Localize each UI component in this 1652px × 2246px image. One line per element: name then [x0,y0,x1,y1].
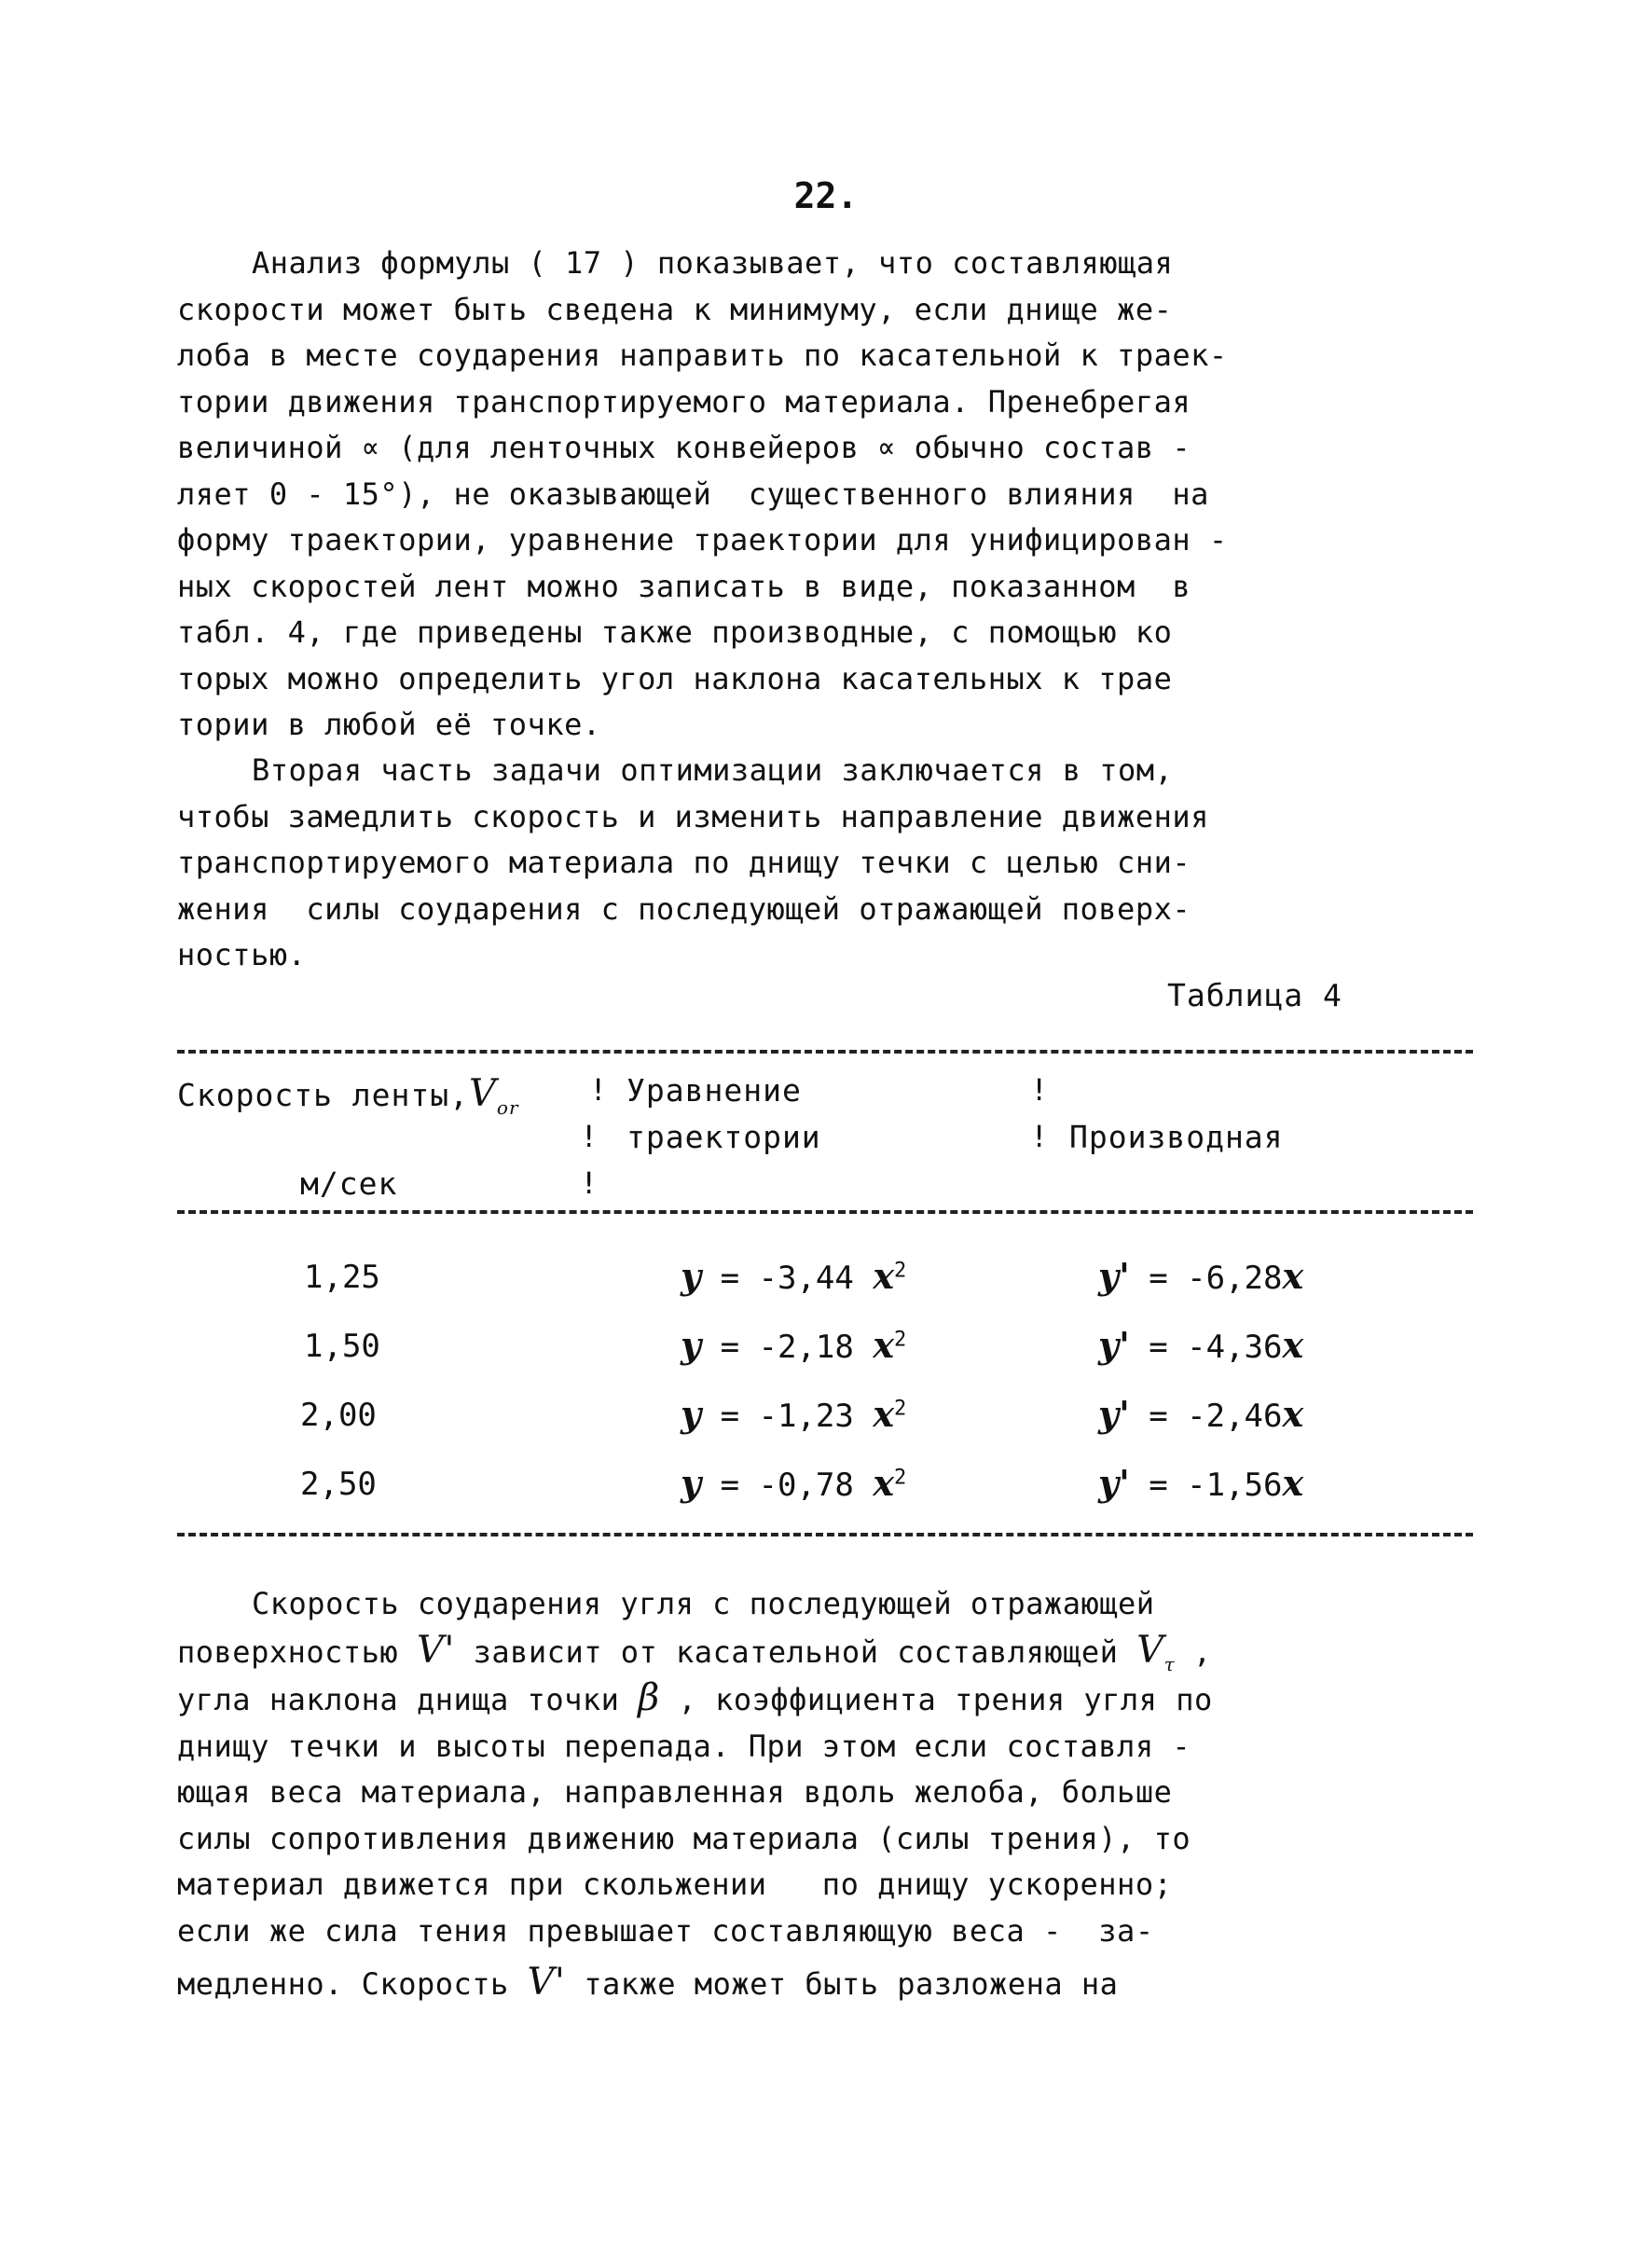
text-line: силы сопротивления движению материала (силы трения), то [177,1820,1191,1856]
header-separator: ! [1030,1072,1049,1108]
angle-symbol: β [638,1676,660,1719]
paragraph-3 [177,1581,1482,2008]
text-line: форму траектории, уравнение траектории для унифицирован - [177,522,1228,558]
derivative-cell: y' = -6,28x [1098,1255,1304,1297]
header-equation-l1: Уравнение [626,1072,802,1109]
text-line: транспортируемого материала по днищу течки с целью сни- [177,845,1191,880]
text-line: жения силы соударения с последующей отражающей поверх- [177,890,1191,927]
velocity-symbol: V' [416,1628,455,1672]
text-line: величиной ∝ (для ленточных конвейеров ∝ обычно состав - [177,430,1191,465]
speed-cell: 1,25 [304,1259,380,1296]
text-line: ющая веса материала, направленная вдоль желоба, больше [177,1774,1173,1810]
text-line: ностью. [177,937,307,972]
speed-cell: 2,50 [300,1466,377,1503]
header-separator: ! [580,1119,599,1154]
speed-cell: 2,00 [300,1397,377,1434]
header-separator: ! [580,1165,599,1201]
text-line: угла наклона днища точки β , коэффициента трения угля по [177,1676,1213,1719]
text-line: Скорость соударения угля с последующей отражающей [252,1586,1155,1621]
header-separator: ! [589,1072,608,1108]
text-line: материал движется при скольжении по днищу ускоренно; [177,1867,1173,1902]
header-derivative: Производная [1069,1119,1284,1155]
text-line: лоба в месте соударения направить по касательной к траек- [177,338,1228,373]
equation-cell: y = -2,18 $x^2$ [681,1324,907,1366]
paragraph-1 [177,241,1482,749]
equation-cell: y = -1,23 $x^2$ [681,1393,907,1435]
velocity-symbol: $V_{or}$ [469,1072,519,1119]
text-line: тории движения транспортируемого материала. Пренебрегая [177,383,1191,420]
text-line: днищу течки и высоты перепада. При этом если составля - [177,1728,1191,1764]
table-top-rule [177,1050,1473,1054]
text-line: чтобы замедлить скорость и изменить направление движения [177,798,1209,834]
text-line: медленно. Скорость V' также может быть разложена на [177,1961,1119,2004]
page-number: 22. [793,175,859,216]
text-line: Анализ формулы ( 17 ) показывает, что составляющая [252,245,1174,281]
header-equation-l2: траектории [626,1119,821,1155]
text-line: скорости может быть сведена к минимуму, если днище же- [177,291,1173,327]
header-separator: ! [1030,1119,1049,1154]
velocity-symbol: $V_\tau$ [1136,1628,1176,1675]
derivative-cell: y' = -1,56x [1098,1462,1304,1504]
header-speed: Скорость $ленты,V_{or}$ [177,1072,519,1119]
text-line: ных скоростей лент можно записать в виде, показанном в [177,568,1191,604]
text-line: торых можно определить угол наклона касательных к трае [177,660,1173,696]
text-line: табл. 4, где приведены также производные, с помощью ко [177,614,1173,650]
header-speed-unit: м/сек [300,1165,398,1202]
table-bottom-rule [177,1533,1473,1536]
paragraph-2 [177,748,1482,979]
text-line: Вторая часть задачи оптимизации заключается в том, [252,752,1174,788]
velocity-symbol: V' [527,1961,566,2004]
speed-cell: 1,50 [304,1328,380,1365]
derivative-cell: y' = -4,36x [1098,1324,1304,1366]
text-line: поверхностью V' зависит от касательной составляющей $V_\tau$ , [177,1628,1212,1675]
equation-cell: y = -3,44 $x^2$ [681,1255,907,1297]
equation-cell: y = -0,78 $x^2$ [681,1462,907,1504]
derivative-cell: y' = -2,46x [1098,1393,1304,1435]
text-line: если же сила тения превышает составляющую веса - за- [177,1912,1154,1949]
text-line: тории в любой её точке. [177,707,601,742]
table-header-rule [177,1210,1473,1214]
table-caption: Таблица 4 [1167,977,1342,1013]
text-line: ляет 0 - 15°), не оказывающей существенного влияния на [177,475,1209,512]
